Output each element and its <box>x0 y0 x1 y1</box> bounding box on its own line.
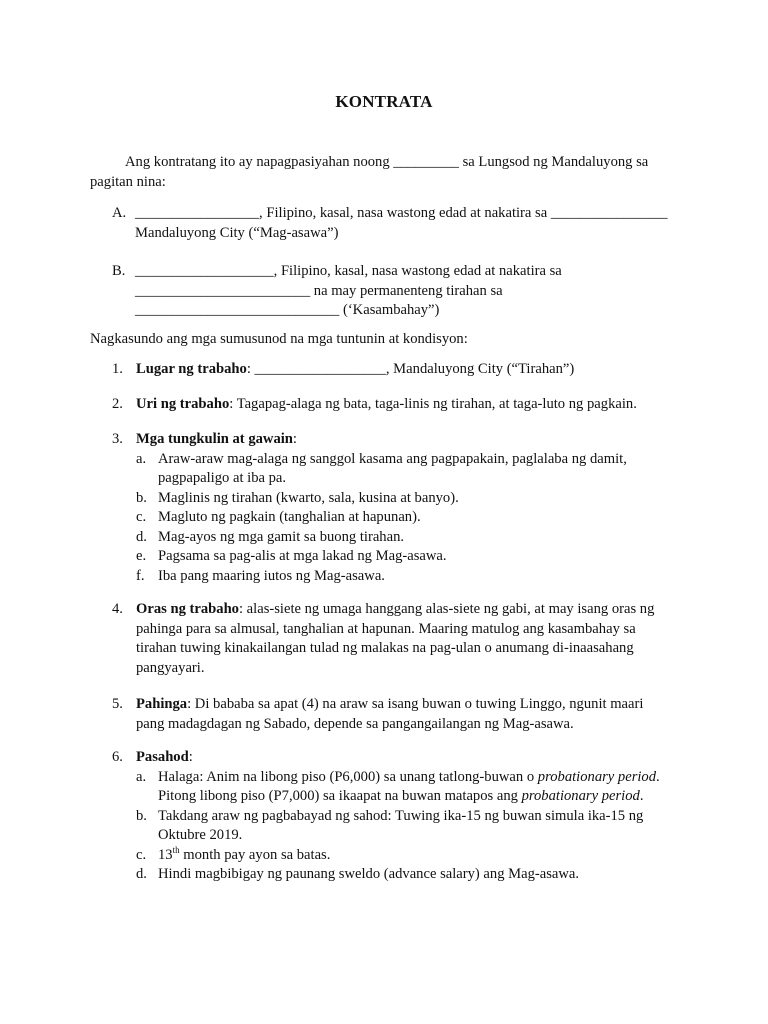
term-label: Pahinga <box>136 696 188 712</box>
party-marker: A. <box>112 205 127 221</box>
list-item: e. Pagsama sa pag-alis at mga lakad ng Mag-asawa. <box>136 548 447 564</box>
term-number: 3. <box>112 431 123 447</box>
list-item: b. Maglinis ng tirahan (kwarto, sala, kusina at banyo). <box>136 489 459 506</box>
duties-list <box>136 450 672 587</box>
term-number: 5. <box>112 696 123 712</box>
list-item: d. Mag-ayos ng mga gamit sa buong tirahan. <box>136 528 405 545</box>
term-number: 6. <box>112 749 123 765</box>
document-title: KONTRATA <box>335 92 433 111</box>
list-item: d. Hindi magbibigay ng paunang sweldo (advance salary) ang Mag-asawa. <box>136 866 580 882</box>
term-text: : <box>188 749 193 765</box>
term-label: Lugar ng trabaho <box>136 361 247 377</box>
party-text: ___________________, Filipino, kasal, nasa wastong edad at nakatira sa ________________________ na may permanenteng tirahan sa ____________________________ (‘Kasambahay”) <box>135 263 562 318</box>
party-text: _________________, Filipino, kasal, nasa wastong edad at nakatira sa ________________ Mandaluyong City (“Mag-asawa”) <box>135 205 668 241</box>
term-number: 4. <box>112 601 123 617</box>
term-3 <box>112 430 672 586</box>
term-text: : alas-siete ng umaga hanggang alas-siete ng gabi, at may isang oras ng pahinga para sa almusal, tanghalian at hapunan. Maaring matulog ang kasambahay sa tirahan tuwing kinakailangan tulad ng malakas na pag-ulan o anumang di-inaasahang pangyayari. <box>136 601 655 676</box>
list-item: b. Takdang araw ng pagbabayad ng sahod: Tuwing ika-15 ng buwan simula ika-15 ng Oktubre 2019. <box>136 807 644 843</box>
agreement-line: Nagkasundo ang mga sumusunod na mga tuntunin at kondisyon: <box>90 331 468 347</box>
party-marker: B. <box>112 263 126 279</box>
term-number: 1. <box>112 361 123 377</box>
list-item: f. Iba pang maaring iutos ng Mag-asawa. <box>136 567 385 584</box>
term-text: : Tagapag-alaga ng bata, taga-linis ng tirahan, at taga-luto ng pagkain. <box>229 396 637 412</box>
term-text: : Di bababa sa apat (4) na araw sa isang buwan o tuwing Linggo, ngunit maari pang madagdagan ng Sabado, depende sa pangangailangan ng Mag-asawa. <box>136 696 644 732</box>
list-item: c. Magluto ng pagkain (tanghalian at hapunan). <box>136 509 421 525</box>
term-6 <box>112 748 672 885</box>
term-2 <box>112 395 672 415</box>
term-5 <box>112 695 672 734</box>
list-item: c. 13th month pay ayon sa batas. <box>136 844 331 863</box>
term-label: Mga tungkulin at gawain <box>136 431 293 447</box>
intro-paragraph: Ang kontratang ito ay napagpasiyahan noong _________ sa Lungsod ng Mandaluyong sa pagitan nina: <box>90 154 649 190</box>
term-label: Uri ng trabaho <box>136 396 230 412</box>
party-a <box>112 204 672 243</box>
party-b <box>112 262 672 321</box>
term-label: Oras ng trabaho <box>136 601 239 617</box>
term-text: : <box>292 431 297 447</box>
list-item: a. Halaga: Anim na libong piso (P6,000) sa unang tatlong-buwan o probationary period. Pitong libong piso (P7,000) sa ikaapat na buwan matapos ang probationary period. <box>136 768 660 804</box>
term-number: 2. <box>112 396 123 412</box>
term-text: : __________________, Mandaluyong City (“Tirahan”) <box>246 361 575 377</box>
salary-list <box>136 768 672 885</box>
term-4 <box>112 600 672 678</box>
list-item: a. Araw-araw mag-alaga ng sanggol kasama ang pagpapakain, paglalaba ng damit, pagpapaligo at iba pa. <box>136 450 627 486</box>
term-label: Pasahod <box>136 749 189 765</box>
term-1 <box>112 360 672 380</box>
